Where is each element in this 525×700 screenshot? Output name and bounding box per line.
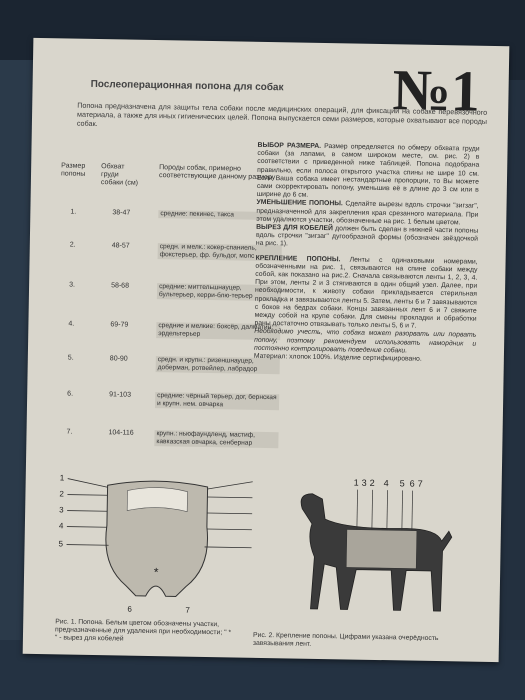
fig1-label-7: 7 <box>185 605 190 615</box>
row-size: 6. <box>67 390 74 398</box>
row-breeds: средние и мелкие: боксёр, далматин, эрдельтерьер <box>156 322 280 340</box>
table-row <box>60 208 284 219</box>
row-size: 5. <box>67 354 74 362</box>
row-girth: 48-57 <box>111 242 130 250</box>
fig2-caption: Рис. 2. Крепление попоны. Цифрами указана очерёдность завязывания лент. <box>252 631 439 648</box>
sheet-title: Послеоперационная попона для собак <box>90 78 284 94</box>
warning-text: Необходимо учесть, что собака может разорвать или порвать попону, поэтому рекомендуем использовать намордник и постоянно контролировать поведение собаки. <box>253 328 477 355</box>
row-breeds: средн. и крупн.: ризеншнауцер, доберман, ротвейлер, лабрадор <box>156 356 280 374</box>
row-girth: 104-116 <box>108 429 134 437</box>
row-girth: 69-79 <box>110 321 129 329</box>
row-breeds: средн. и мелк.: кокер-спаниель, фокстерьер, фр. бульдог, мопс <box>158 243 282 261</box>
table-row <box>60 241 284 260</box>
header-breeds: Породы собак, примерно соответствующие данному размеру <box>158 164 276 182</box>
table-row <box>58 354 282 373</box>
row-girth: 58-68 <box>111 282 130 290</box>
fig2-label-7: 7 <box>417 478 423 489</box>
choose-size-section: ВЫБОР РАЗМЕРА. Размер определяется по обмеру обхвата груди собаки (за лапами, в самом широком месте, см. рис. 2) в соответствии с приведенной ниже таблицей. Попона подобрана правильно, если полоса открытого участка спины не шире 10 см. Если Ваша собака имеет нестандартные пропорции, то Вы можете сами скорректировать попону, уменьшив её в длине до 3 см или в ширине до 6 см. <box>256 141 480 199</box>
fig2-label-2: 2 <box>369 477 375 488</box>
table-row <box>59 281 283 300</box>
fig1-label-6: 6 <box>127 604 132 614</box>
row-breeds: средние: пекинес, такса <box>158 210 282 220</box>
fig2-label-6: 6 <box>409 478 415 489</box>
figures <box>55 464 478 621</box>
male-cut-section: ВЫРЕЗ ДЛЯ КОБЕЛЕЙ должен быть сделан в нижней части попоны вдоль строчки "зигзаг" дугообразной формы (обозначен звёздочкой на рис. 1). <box>255 223 479 248</box>
fig1-label-2: 2 <box>59 489 64 499</box>
row-girth: 80-90 <box>109 355 128 363</box>
fig2-label-4: 4 <box>383 478 389 489</box>
intro-paragraph: Попона предназначена для защиты тела собаки после медицинских операций, для фиксации на собаке перевязочного материала, а также для иных гигиенических целей. Попона выпускается семи размеров, которые охватывают все породы собак. <box>76 100 488 129</box>
fig2-label-3: 3 <box>361 477 367 488</box>
fig2-label-5: 5 <box>399 478 405 489</box>
row-size: 3. <box>69 281 76 289</box>
header-girth: Обхват груди собаки (см) <box>100 163 139 187</box>
row-size: 7. <box>66 428 73 436</box>
fig1-blanket-diagram <box>57 473 252 615</box>
star-mark: * <box>153 565 159 580</box>
row-breeds: средние: миттельшнауцер, бультерьер, керри-блю-терьер <box>157 283 281 301</box>
instructions-column <box>254 142 480 365</box>
fig1-label-3: 3 <box>59 505 64 515</box>
table-header <box>61 148 286 202</box>
reduce-section: УМЕНЬШЕНИЕ ПОПОНЫ. Сделайте вырезы вдоль строчки "зигзаг", предназначенной для закрепления края срезанного материала. При этом удаляются участки, обозначенные на рис. 1 белым цветом. <box>256 199 479 227</box>
table-row <box>57 390 281 409</box>
header-size: Размер попоны <box>60 162 86 178</box>
fig1-label-1: 1 <box>59 473 65 483</box>
row-size: 1. <box>70 208 77 216</box>
sheet-number: №1 <box>391 57 481 124</box>
size-table <box>60 148 285 447</box>
row-breeds: средние: чёрный терьер, дог, бернская и крупн. нем. овчарка <box>155 392 279 410</box>
fig1-label-5: 5 <box>58 539 64 549</box>
row-girth: 91-103 <box>109 391 132 399</box>
fig1-caption: Рис. 1. Попона. Белым цветом обозначены участки, предназначенные для удаления при необходимости; " * " - вырез для кобелей <box>54 618 232 643</box>
fig2-dog-diagram <box>299 477 453 612</box>
table-row <box>58 320 282 338</box>
fig2-label-1: 1 <box>353 477 359 488</box>
row-girth: 38-47 <box>112 209 131 217</box>
row-size: 4. <box>68 320 75 328</box>
table-row <box>57 428 281 447</box>
attach-section: КРЕПЛЕНИЕ ПОПОНЫ. Ленты с одинаковыми номерами, обозначенными на рис. 1, связываются на спине собаки между собой, как показано на рис.2. Сначала связываются ленты 1, 2, 3, 4. При этом, ленты 2 и 3 стягиваются в один общий узел. Далее, при необходимости, к животу собаки прикладывается стерильная прокладка и завязываются ленты 5. Затем, ленты 6 и 7 завязываются с боков на бедрах собаки. Концы завязанных лент 6 и 7 свяжите между собой на крупе собаки. Для смены прокладки и обработки раны достаточно отвязывать только ленты 5, 6 и 7. <box>254 254 478 330</box>
row-size: 2. <box>69 241 76 249</box>
fig1-label-4: 4 <box>58 521 64 531</box>
row-breeds: крупн.: ньюфаундленд, мастиф, кавказская овчарка, сенбернар <box>154 430 278 448</box>
instruction-sheet <box>23 38 510 662</box>
material-text: Материал: хлопок 100%. Изделие сертифицировано. <box>253 352 422 363</box>
